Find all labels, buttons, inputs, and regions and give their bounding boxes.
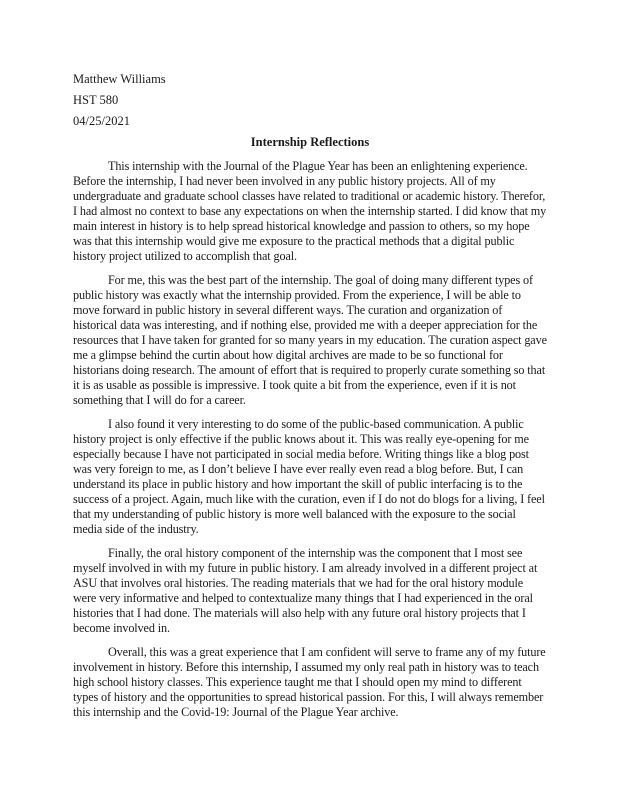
document-title: Internship Reflections: [250, 135, 370, 149]
paragraph-oral-history: Finally, the oral history component of the internship was the component that I most see myself involved in with my future in public history. I am already involved in a different project at ASU that involves oral histories. The reading materials that we had for the oral history module were very informative and helped to contextualize many things that I had experienced in the oral histories that I had done. The materials will also help with any future oral history projects that I become involved in.: [73, 546, 538, 635]
document-body: [73, 159, 547, 720]
course-line: HST 580: [73, 93, 119, 107]
document-header: [73, 72, 547, 129]
date-line: 04/25/2021: [73, 114, 130, 128]
document-content: [73, 72, 547, 720]
paragraph-public-communication: I also found it very interesting to do some of the public-based communication. A public history project is only effective if the public knows about it. This was really eye-opening for me especially because I have not participated in social media before. Writing things like a blog post was very foreign to me, as I don’t believe I have ever really even read a blog before. But, I can understand its place in public history and how important the skill of public interfacing is to the success of a project. Again, much like with the curation, even if I do not do blogs for a living, I feel that my understanding of public history is more well balanced with the exposure to the social media side of the industry.: [73, 417, 545, 536]
paragraph-conclusion: Overall, this was a great experience that I am confident will serve to frame any of my future involvement in history. Before this internship, I assumed my only real path in history was to teach high school history classes. This experience taught me that I should open my mind to different types of history and the opportunities to spread historical passion. For this, I will always remember this internship and the Covid-19: Journal of the Plague Year archive.: [73, 645, 546, 719]
paragraph-curation: For me, this was the best part of the internship. The goal of doing many different types of public history was exactly what the internship provided. From the experience, I will be able to move forward in public history in several different ways. The curation and organization of historical data was interesting, and if nothing else, provided me with a deeper appreciation for the resources that I have taken for granted for so many years in my education. The curation aspect gave me a glimpse behind the curtin about how digital archives are made to be so functional for historians doing research. The amount of effort that is required to properly curate something so that it is as usable as possible is impressive. I took quite a bit from the experience, even if it is not something that I will do for a career.: [73, 273, 547, 407]
paragraph-introduction: This internship with the Journal of the Plague Year has been an enlightening experience. Before the internship, I had never been involved in any public history projects. All of my undergraduate and graduate school classes have related to traditional or academic history. Therefor, I had almost no context to base any expectations on when the internship started. I did know that my main interest in history is to help spread historical knowledge and passion to others, so my hope was that this internship would give me exposure to the practical methods that a digital public history project utilized to accomplish that goal.: [73, 159, 547, 263]
author-line: Matthew Williams: [73, 72, 166, 86]
